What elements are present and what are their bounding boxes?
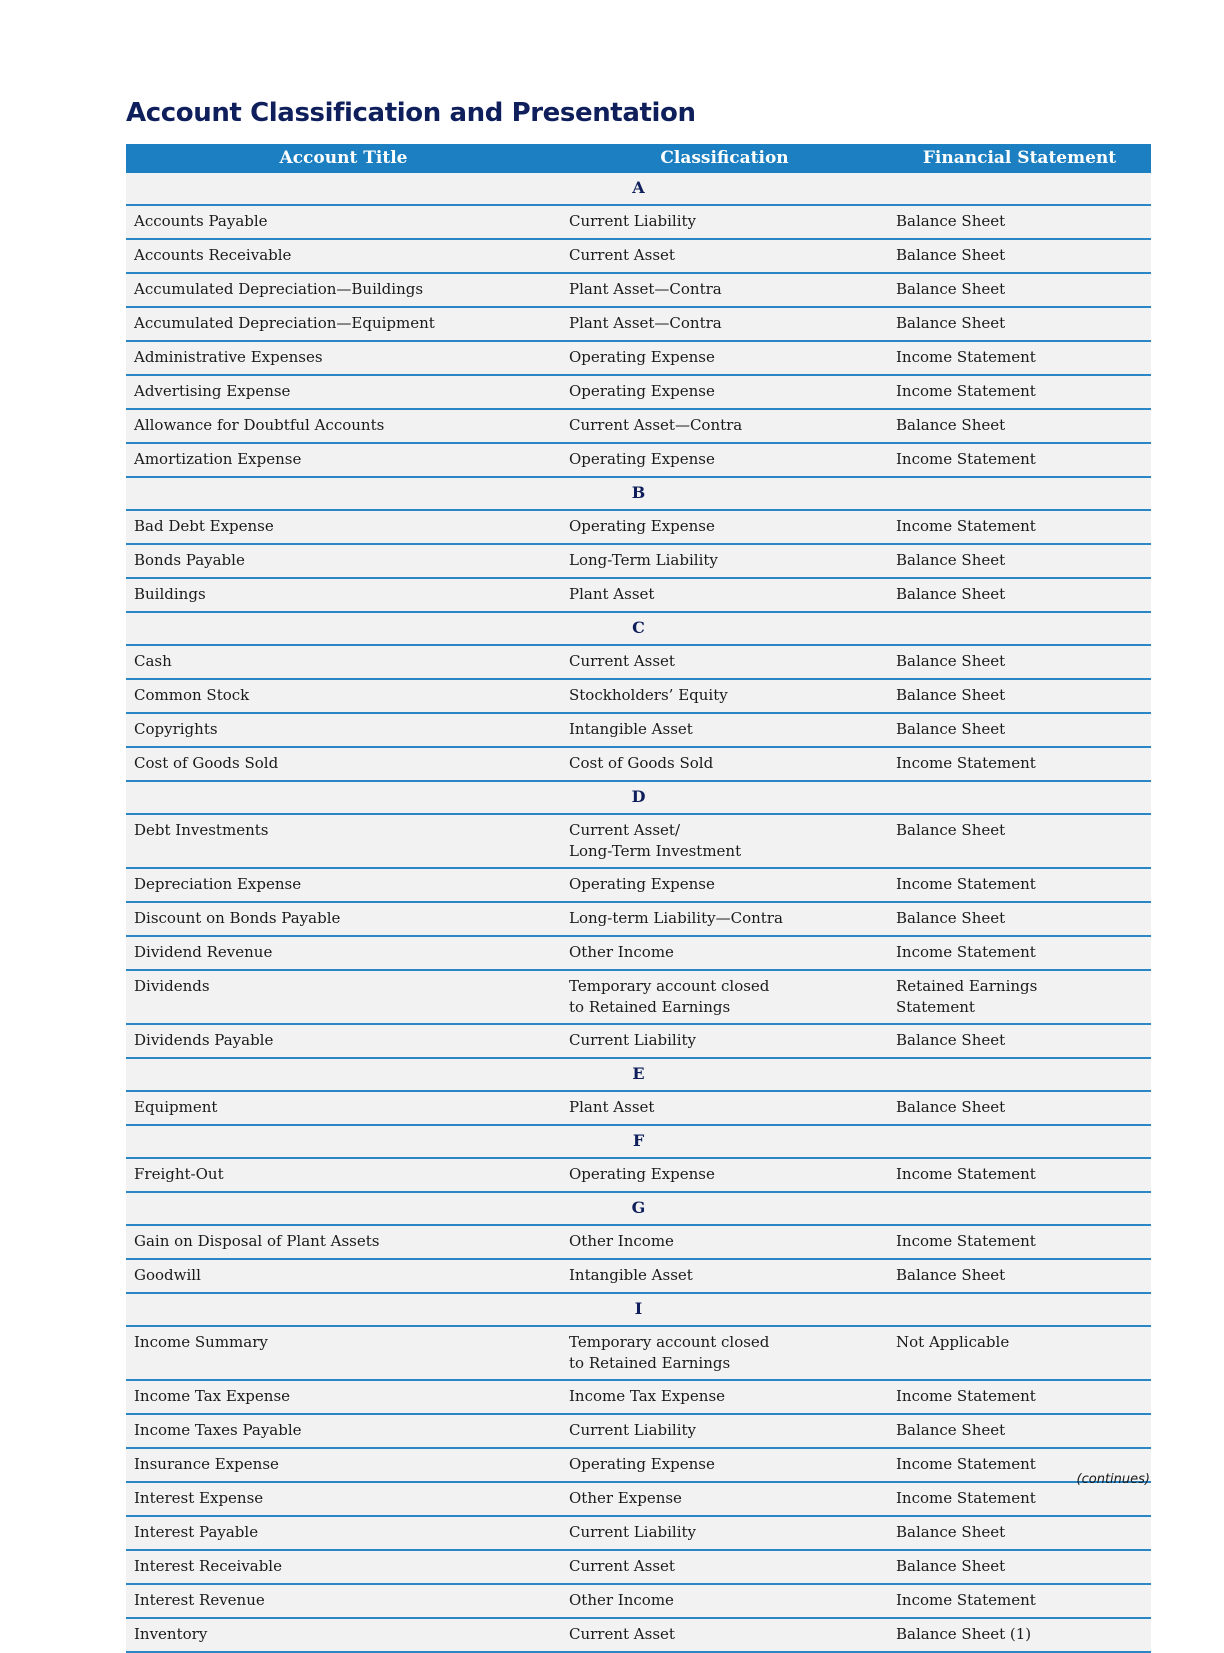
table-row — [126, 544, 1151, 578]
classification-cell: Operating Expense — [561, 443, 888, 477]
financial-statement-cell: Balance Sheet — [888, 1259, 1151, 1293]
column-header-account-title: Account Title — [126, 144, 561, 173]
account-title-cell: Debt Investments — [126, 814, 561, 868]
cell-line: Temporary account closed — [569, 1333, 770, 1351]
section-letter-row — [126, 1058, 1151, 1091]
classification-cell: Operating Expense — [561, 341, 888, 375]
table-row — [126, 239, 1151, 273]
table-row — [126, 1380, 1151, 1414]
table-row — [126, 273, 1151, 307]
financial-statement-cell: Balance Sheet — [888, 679, 1151, 713]
classification-cell — [561, 970, 888, 1024]
classification-cell: Other Income — [561, 936, 888, 970]
classification-cell: Current Asset — [561, 239, 888, 273]
account-title-cell: Freight-Out — [126, 1158, 561, 1192]
financial-statement-cell: Income Statement — [888, 1158, 1151, 1192]
table-row — [126, 902, 1151, 936]
classification-cell: Income Tax Expense — [561, 1380, 888, 1414]
account-title-cell: Income Tax Expense — [126, 1380, 561, 1414]
table-row — [126, 1225, 1151, 1259]
financial-statement-cell: Income Statement — [888, 375, 1151, 409]
financial-statement-cell: Balance Sheet — [888, 1091, 1151, 1125]
account-title-cell: Income Summary — [126, 1326, 561, 1380]
table-row — [126, 375, 1151, 409]
table-row — [126, 578, 1151, 612]
financial-statement-cell: Balance Sheet — [888, 814, 1151, 868]
section-letter: E — [126, 1058, 1151, 1091]
table-row — [126, 1326, 1151, 1380]
classification-cell: Current Asset — [561, 645, 888, 679]
cell-line: Current Asset/ — [569, 821, 680, 839]
account-title-cell: Buildings — [126, 578, 561, 612]
financial-statement-cell: Income Statement — [888, 1584, 1151, 1618]
classification-cell: Stockholders’ Equity — [561, 679, 888, 713]
financial-statement-cell: Not Applicable — [888, 1326, 1151, 1380]
account-title-cell: Equipment — [126, 1091, 561, 1125]
table-row — [126, 1516, 1151, 1550]
classification-cell: Other Expense — [561, 1482, 888, 1516]
financial-statement-cell: Income Statement — [888, 443, 1151, 477]
classification-cell: Operating Expense — [561, 1448, 888, 1482]
financial-statement-cell: Income Statement — [888, 868, 1151, 902]
cell-line: to Retained Earnings — [569, 998, 731, 1016]
table-row — [126, 307, 1151, 341]
cell-line: Retained Earnings — [896, 977, 1038, 995]
section-letter: B — [126, 477, 1151, 510]
classification-cell: Operating Expense — [561, 510, 888, 544]
classification-cell: Cost of Goods Sold — [561, 747, 888, 781]
table-row — [126, 1158, 1151, 1192]
financial-statement-cell: Income Statement — [888, 747, 1151, 781]
table-row — [126, 1024, 1151, 1058]
financial-statement-cell: Balance Sheet — [888, 307, 1151, 341]
classification-cell: Current Liability — [561, 1024, 888, 1058]
account-title-cell: Allowance for Doubtful Accounts — [126, 409, 561, 443]
classification-cell: Current Liability — [561, 205, 888, 239]
classification-cell: Plant Asset — [561, 578, 888, 612]
table-row — [126, 1584, 1151, 1618]
financial-statement-cell: Balance Sheet — [888, 273, 1151, 307]
financial-statement-cell: Income Statement — [888, 1380, 1151, 1414]
table-row — [126, 936, 1151, 970]
classification-cell — [561, 1326, 888, 1380]
page-title: Account Classification and Presentation — [126, 98, 696, 128]
classification-cell: Plant Asset — [561, 1091, 888, 1125]
financial-statement-cell — [888, 970, 1151, 1024]
cell-line: Statement — [896, 998, 975, 1016]
section-letter-row — [126, 173, 1151, 205]
account-title-cell: Interest Revenue — [126, 1584, 561, 1618]
table-row — [126, 1448, 1151, 1482]
section-letter: I — [126, 1293, 1151, 1326]
account-title-cell: Cost of Goods Sold — [126, 747, 561, 781]
financial-statement-cell: Balance Sheet — [888, 1414, 1151, 1448]
financial-statement-cell: Income Statement — [888, 1448, 1151, 1482]
financial-statement-cell: Income Statement — [888, 936, 1151, 970]
table-row — [126, 747, 1151, 781]
table-row — [126, 1259, 1151, 1293]
classification-cell: Current Asset — [561, 1550, 888, 1584]
table-row — [126, 679, 1151, 713]
section-letter-row — [126, 1125, 1151, 1158]
section-letter-row — [126, 1293, 1151, 1326]
section-letter-row — [126, 477, 1151, 510]
account-title-cell: Gain on Disposal of Plant Assets — [126, 1225, 561, 1259]
account-title-cell: Cash — [126, 645, 561, 679]
table-row — [126, 341, 1151, 375]
account-title-cell: Copyrights — [126, 713, 561, 747]
table-row — [126, 1482, 1151, 1516]
financial-statement-cell: Income Statement — [888, 1225, 1151, 1259]
table-row — [126, 814, 1151, 868]
financial-statement-cell: Income Statement — [888, 1482, 1151, 1516]
table-row — [126, 713, 1151, 747]
account-title-cell: Insurance Expense — [126, 1448, 561, 1482]
section-letter-row — [126, 612, 1151, 645]
section-letter: A — [126, 173, 1151, 205]
account-title-cell: Interest Receivable — [126, 1550, 561, 1584]
financial-statement-cell: Balance Sheet — [888, 578, 1151, 612]
table-row — [126, 868, 1151, 902]
classification-cell: Plant Asset—Contra — [561, 273, 888, 307]
account-classification-table — [126, 144, 1151, 1653]
section-letter-row — [126, 781, 1151, 814]
table-row — [126, 1618, 1151, 1652]
financial-statement-cell: Balance Sheet — [888, 1516, 1151, 1550]
account-title-cell: Accounts Receivable — [126, 239, 561, 273]
classification-cell: Long-Term Liability — [561, 544, 888, 578]
table-header-row — [126, 144, 1151, 173]
cell-line: Long-Term Investment — [569, 842, 742, 860]
account-title-cell: Bonds Payable — [126, 544, 561, 578]
account-title-cell: Inventory — [126, 1618, 561, 1652]
classification-cell: Current Asset — [561, 1618, 888, 1652]
continues-note: (continues) — [1076, 1472, 1150, 1487]
section-letter: C — [126, 612, 1151, 645]
classification-cell: Long-term Liability—Contra — [561, 902, 888, 936]
account-title-cell: Income Taxes Payable — [126, 1414, 561, 1448]
financial-statement-cell: Balance Sheet — [888, 1550, 1151, 1584]
financial-statement-cell: Income Statement — [888, 341, 1151, 375]
financial-statement-cell: Balance Sheet — [888, 205, 1151, 239]
account-title-cell: Interest Payable — [126, 1516, 561, 1550]
table-row — [126, 1414, 1151, 1448]
classification-cell: Current Asset—Contra — [561, 409, 888, 443]
table-row — [126, 409, 1151, 443]
table-row — [126, 1550, 1151, 1584]
classification-cell: Current Liability — [561, 1414, 888, 1448]
table-row — [126, 443, 1151, 477]
account-title-cell: Goodwill — [126, 1259, 561, 1293]
classification-cell: Operating Expense — [561, 868, 888, 902]
classification-cell: Operating Expense — [561, 375, 888, 409]
account-title-cell: Dividend Revenue — [126, 936, 561, 970]
financial-statement-cell: Balance Sheet — [888, 902, 1151, 936]
account-title-cell: Interest Expense — [126, 1482, 561, 1516]
classification-cell: Intangible Asset — [561, 713, 888, 747]
table-row — [126, 1091, 1151, 1125]
column-header-classification: Classification — [561, 144, 888, 173]
account-title-cell: Common Stock — [126, 679, 561, 713]
account-title-cell: Accumulated Depreciation—Buildings — [126, 273, 561, 307]
financial-statement-cell: Balance Sheet — [888, 544, 1151, 578]
account-title-cell: Dividends Payable — [126, 1024, 561, 1058]
section-letter: D — [126, 781, 1151, 814]
section-letter: G — [126, 1192, 1151, 1225]
table-body — [126, 173, 1151, 1652]
account-title-cell: Advertising Expense — [126, 375, 561, 409]
table-row — [126, 645, 1151, 679]
financial-statement-cell: Balance Sheet — [888, 1024, 1151, 1058]
financial-statement-cell: Balance Sheet — [888, 409, 1151, 443]
classification-cell — [561, 814, 888, 868]
section-letter-row — [126, 1192, 1151, 1225]
classification-cell: Current Liability — [561, 1516, 888, 1550]
account-title-cell: Administrative Expenses — [126, 341, 561, 375]
cell-line: to Retained Earnings — [569, 1354, 731, 1372]
account-title-cell: Dividends — [126, 970, 561, 1024]
financial-statement-cell: Balance Sheet (1) — [888, 1618, 1151, 1652]
cell-line: Temporary account closed — [569, 977, 770, 995]
classification-cell: Operating Expense — [561, 1158, 888, 1192]
section-letter: F — [126, 1125, 1151, 1158]
financial-statement-cell: Balance Sheet — [888, 645, 1151, 679]
financial-statement-cell: Balance Sheet — [888, 239, 1151, 273]
account-title-cell: Accounts Payable — [126, 205, 561, 239]
financial-statement-cell: Balance Sheet — [888, 713, 1151, 747]
account-title-cell: Discount on Bonds Payable — [126, 902, 561, 936]
classification-cell: Other Income — [561, 1225, 888, 1259]
account-title-cell: Accumulated Depreciation—Equipment — [126, 307, 561, 341]
table-row — [126, 970, 1151, 1024]
classification-cell: Other Income — [561, 1584, 888, 1618]
financial-statement-cell: Income Statement — [888, 510, 1151, 544]
column-header-financial-statement: Financial Statement — [888, 144, 1151, 173]
table-row — [126, 205, 1151, 239]
table-row — [126, 510, 1151, 544]
account-title-cell: Amortization Expense — [126, 443, 561, 477]
account-title-cell: Depreciation Expense — [126, 868, 561, 902]
account-title-cell: Bad Debt Expense — [126, 510, 561, 544]
classification-cell: Plant Asset—Contra — [561, 307, 888, 341]
classification-cell: Intangible Asset — [561, 1259, 888, 1293]
